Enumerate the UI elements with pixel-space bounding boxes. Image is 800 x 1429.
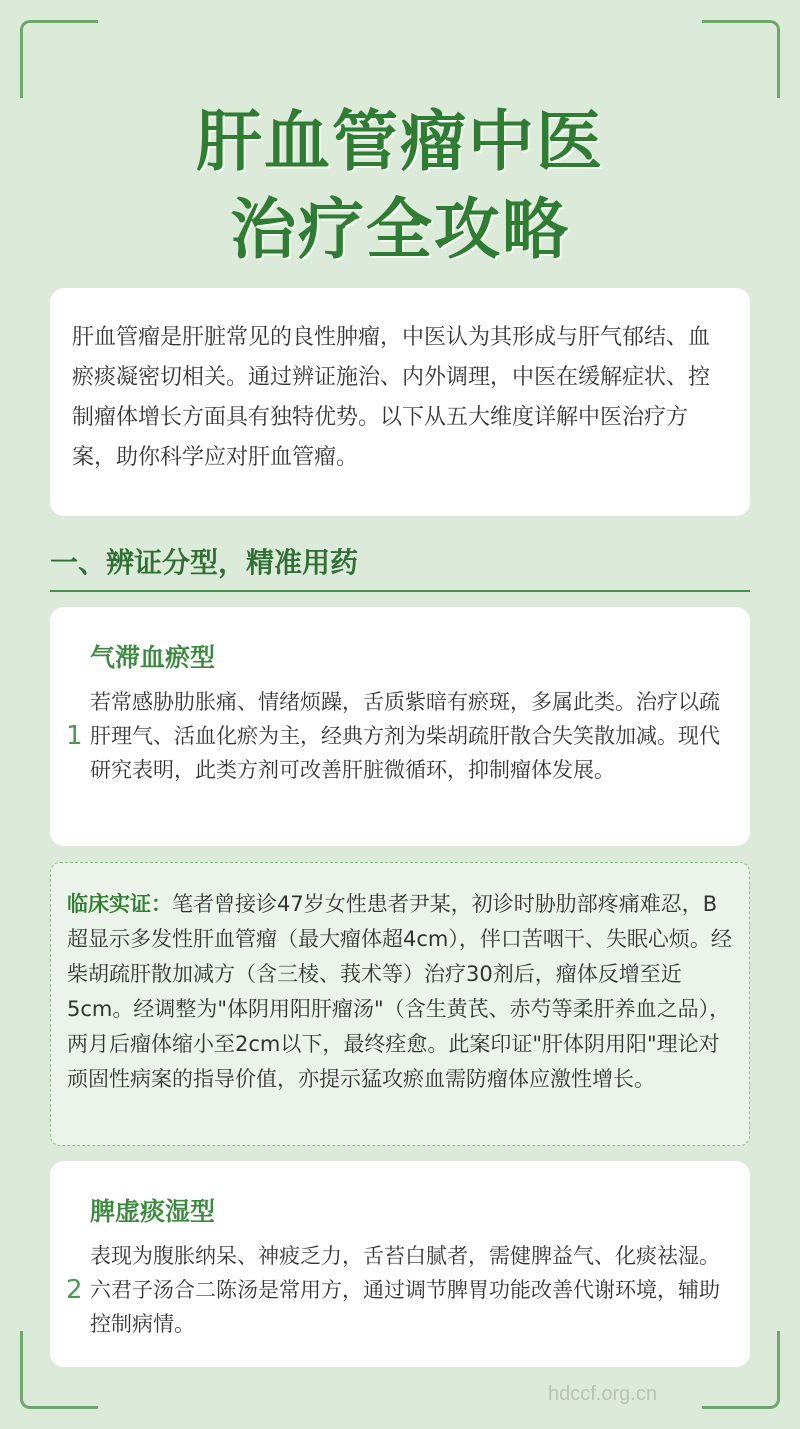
syndrome-description: 若常感胁肋胀痛、情绪烦躁，舌质紫暗有瘀斑，多属此类。治疗以疏肝理气、活血化瘀为主，经典方剂为柴胡疏肝散合失笑散加减。现代研究表明，此类方剂可改善肝脏微循环，抑制瘤体发展。 <box>90 690 720 782</box>
page-title-line-2: 治疗全攻略 <box>230 191 570 268</box>
syndrome-card-spleen-deficiency <box>50 1161 750 1367</box>
frame-corner-top-right <box>702 20 780 98</box>
clinical-case-label: 临床实证： <box>67 892 172 916</box>
watermark: hdccf.org.cn <box>548 1383 657 1405</box>
page-title-line-1: 肝血管瘤中医 <box>196 103 604 180</box>
intro-card <box>50 288 750 516</box>
syndrome-title: 脾虚痰湿型 <box>90 1197 216 1226</box>
intro-text: 肝血管瘤是肝脏常见的良性肿瘤，中医认为其形成与肝气郁结、血瘀痰凝密切相关。通过辨证施治、内外调理，中医在缓解症状、控制瘤体增长方面具有独特优势。以下从五大维度详解中医治疗方案，助你科学应对肝血管瘤。 <box>72 325 711 470</box>
frame-corner-top-left <box>20 20 98 98</box>
section-heading-1 <box>50 538 750 592</box>
section-heading-text: 一、辨证分型，精准用药 <box>50 546 359 579</box>
syndrome-number: 1 <box>66 721 83 751</box>
syndrome-card-qi-stagnation <box>50 607 750 846</box>
syndrome-number: 2 <box>66 1275 83 1305</box>
syndrome-description: 表现为腹胀纳呆、神疲乏力，舌苔白腻者，需健脾益气、化痰祛湿。六君子汤合二陈汤是常用方，通过调节脾胃功能改善代谢环境，辅助控制病情。 <box>90 1244 720 1336</box>
syndrome-title: 气滞血瘀型 <box>90 643 216 672</box>
page-title <box>0 98 800 274</box>
clinical-case-text: 笔者曾接诊47岁女性患者尹某，初诊时胁肋部疼痛难忍，B超显示多发性肝血管瘤（最大瘤体超4cm），伴口苦咽干、失眠心烦。经柴胡疏肝散加减方（含三棱、莪术等）治疗30剂后，瘤体反增至近5cm。经调整为"体阴用阳肝瘤汤"（含生黄芪、赤芍等柔肝养血之品），两月后瘤体缩小至2cm以下，最终痊愈。此案印证"肝体阴用阳"理论对顽固性病案的指导价值，亦提示猛攻瘀血需防瘤体应激性增长。 <box>67 892 732 1091</box>
syndrome-body <box>66 1239 734 1341</box>
clinical-case-paragraph <box>67 887 733 1097</box>
syndrome-body <box>66 685 734 787</box>
clinical-case-box <box>50 862 750 1146</box>
